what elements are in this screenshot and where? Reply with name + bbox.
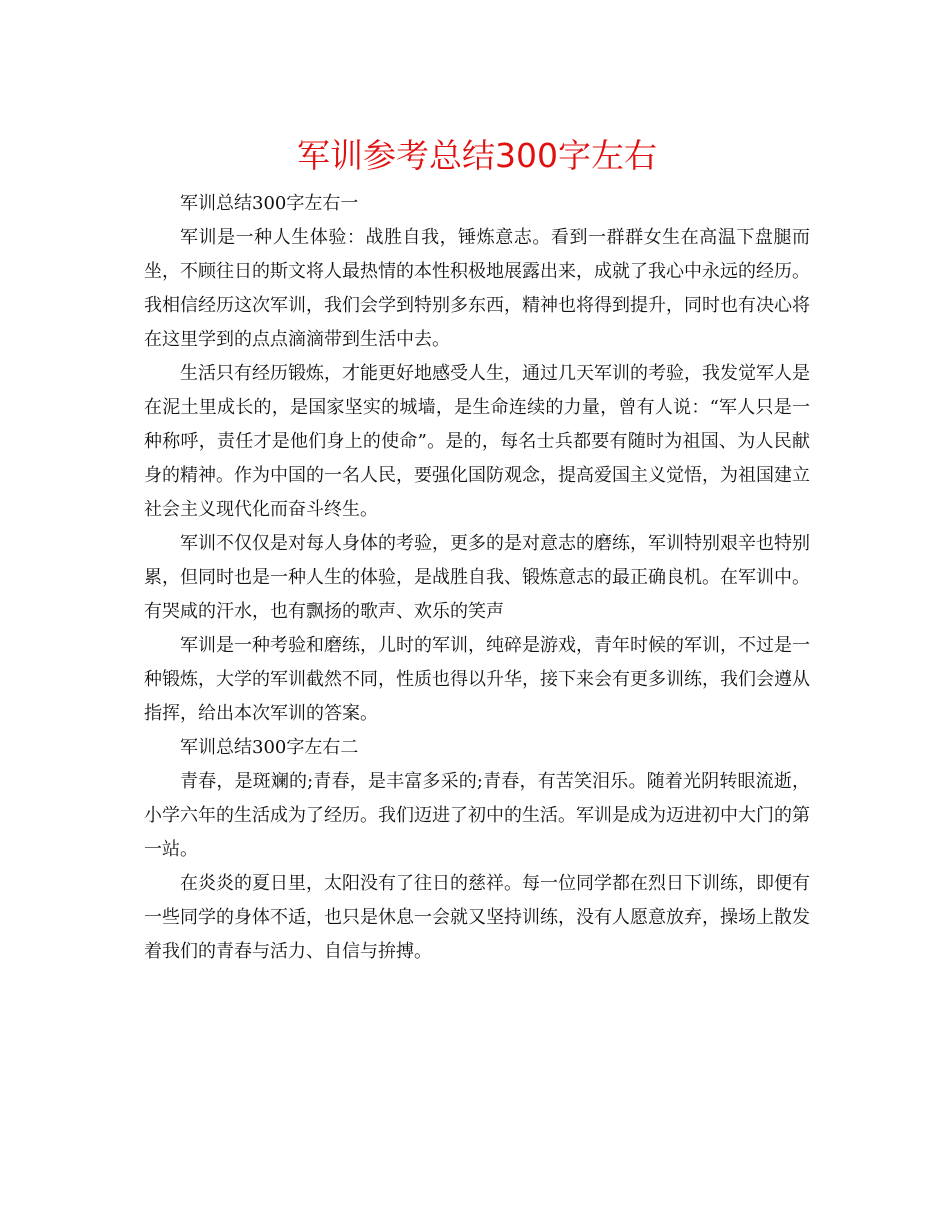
- paragraph: 军训不仅仅是对每人身体的考验，更多的是对意志的磨练，军训特别艰辛也特别累，但同时也是一种人生的体验，是战胜自我、锻炼意志的最正确良机。在军训中。有哭咸的汗水，也有飘扬的歌声、欢乐的笑声: [144, 533, 810, 622]
- section-heading-1: 军训总结300字左右一: [180, 193, 359, 214]
- paragraph: 军训是一种考验和磨练，儿时的军训，纯碎是游戏，青年时候的军训，不过是一种锻炼，大学的军训截然不同，性质也得以升华，接下来会有更多训练，我们会遵从指挥，给出本次军训的答案。: [144, 635, 810, 724]
- section-heading-2: 军训总结300字左右二: [180, 737, 359, 758]
- paragraph: 生活只有经历锻炼，才能更好地感受人生，通过几天军训的考验，我发觉军人是在泥土里成长的，是国家坚实的城墙，是生命连续的力量，曾有人说：“军人只是一种称呼，责任才是他们身上的使命”。是的，每名士兵都要有随时为祖国、为人民献身的精神。作为中国的一名人民，要强化国防观念，提高爱国主义觉悟，为祖国建立社会主义现代化而奋斗终生。: [144, 363, 810, 520]
- document-body: [144, 187, 810, 969]
- document-title: 军训参考总结300字左右: [297, 136, 657, 175]
- paragraph: 在炎炎的夏日里，太阳没有了往日的慈祥。每一位同学都在烈日下训练，即便有一些同学的身体不适，也只是休息一会就又坚持训练，没有人愿意放弃，操场上散发着我们的青春与活力、自信与拚搏。: [144, 873, 810, 962]
- paragraph: 军训是一种人生体验：战胜自我，锤炼意志。看到一群群女生在高温下盘腿而坐，不顾往日的斯文将人最热情的本性积极地展露出来，成就了我心中永远的经历。我相信经历这次军训，我们会学到特别多东西，精神也将得到提升，同时也有决心将在这里学到的点点滴滴带到生活中去。: [144, 227, 810, 350]
- paragraph: 青春，是斑斓的;青春，是丰富多采的;青春，有苦笑泪乐。随着光阴转眼流逝，小学六年的生活成为了经历。我们迈进了初中的生活。军训是成为迈进初中大门的第一站。: [144, 771, 810, 860]
